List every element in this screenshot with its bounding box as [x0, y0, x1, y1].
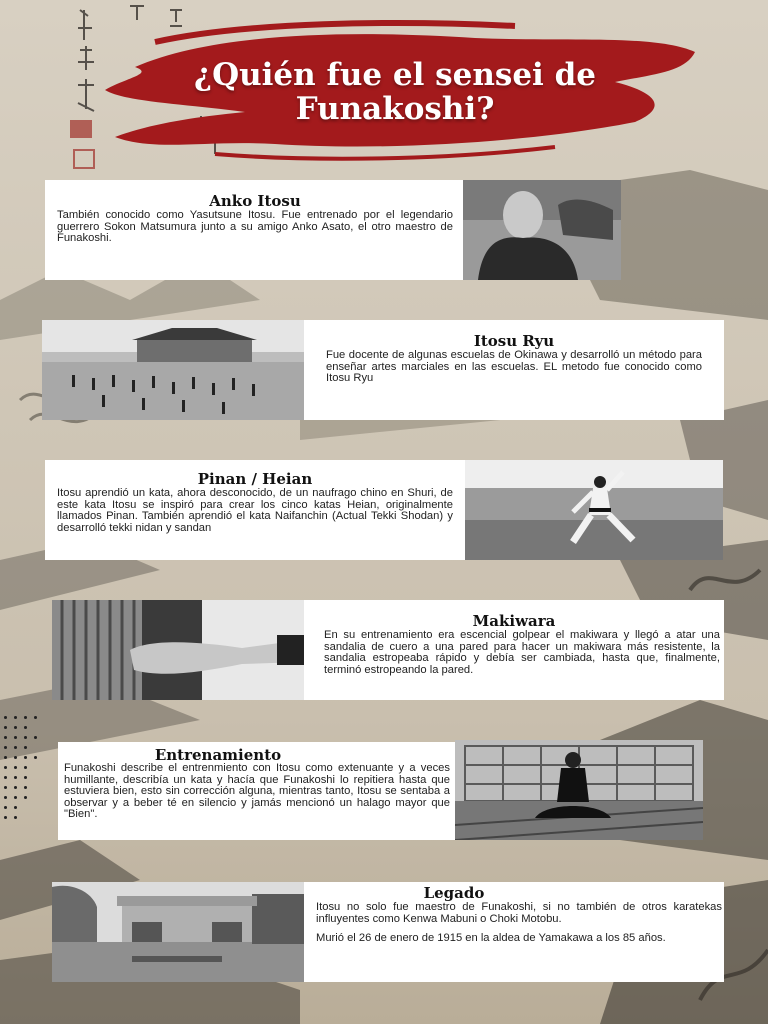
paragraph: En su entrenamiento era escencial golpear el makiwara y llegó a atar una sandalia de cuero a una pared para hacer un makiwara más resistente, la sandalia estropeaba rápido y debía ser cambiada, hasta que, finalmente, terminó estropeando la pared. — [324, 629, 720, 676]
section-card-legado — [304, 882, 724, 982]
section-card-itosu-ryu — [304, 320, 724, 420]
section-card-entrenamiento — [58, 742, 456, 840]
section-text — [326, 350, 702, 393]
section-heading: Makiwara — [472, 612, 556, 630]
section-heading: Entrenamiento — [154, 746, 282, 764]
section-text — [324, 630, 720, 684]
paragraph: Funakoshi describe el entrenmiento con Itosu como extenuante y a veces humillante, describía un kata y hacía que Funakoshi lo repitiera hasta que estuviera bien, esto sin corrección alguna, mientras tanto, Itosu se sentaba a observar y a beber té en silencio y jamás mencionó un halago mayor que "Bien". — [64, 762, 450, 821]
section-heading: Pinan / Heian — [197, 470, 313, 488]
section-text — [57, 210, 453, 253]
paragraph: Itosu no solo fue maestro de Funakoshi, si no también de otros karatekas influyentes como Kenwa Mabuni o Choki Motobu. — [316, 901, 722, 925]
decorative-dots — [0, 716, 40, 836]
section-text — [316, 902, 722, 953]
section-text — [57, 488, 453, 542]
castle-photo — [42, 320, 304, 420]
section-text — [64, 763, 450, 829]
paragraph: También conocido como Yasutsune Itosu. Fue entrenado por el legendario guerrero Sokon Matsumura junto a su amigo Anko Asato, el otro maestro de Funakoshi. — [57, 209, 453, 245]
kata-photo — [465, 460, 723, 560]
paragraph: Fue docente de algunas escuelas de Okinawa y desarrolló un método para enseñar artes marciales en las escuelas. EL metodo fue conocido como Itosu Ryu — [326, 349, 702, 385]
section-card-makiwara — [304, 600, 724, 700]
portrait-photo — [463, 180, 621, 280]
section-heading: Itosu Ryu — [473, 332, 555, 350]
page-title: ¿Quién fue el sensei de Funakoshi? — [193, 57, 597, 127]
paragraph: Murió el 26 de enero de 1915 en la aldea de Yamakawa a los 85 años. — [316, 932, 666, 945]
section-heading: Anko Itosu — [209, 192, 301, 210]
section-card-anko-itosu — [45, 180, 465, 280]
section-heading: Legado — [423, 884, 485, 902]
section-card-pinan-heian — [45, 460, 465, 560]
dojo-photo — [455, 740, 703, 840]
tomb-photo — [52, 882, 304, 982]
paragraph: Itosu aprendió un kata, ahora desconocido, de un naufrago chino en Shuri, de este kata Itosu se inspiró para crear los cinco katas Heian, originalmente llamados Pinan. También aprendió el kata Naifanchin (Actual Tekki Shodan) y desarrolló tekki nidan y sandan — [57, 487, 453, 534]
makiwara-photo — [52, 600, 304, 700]
